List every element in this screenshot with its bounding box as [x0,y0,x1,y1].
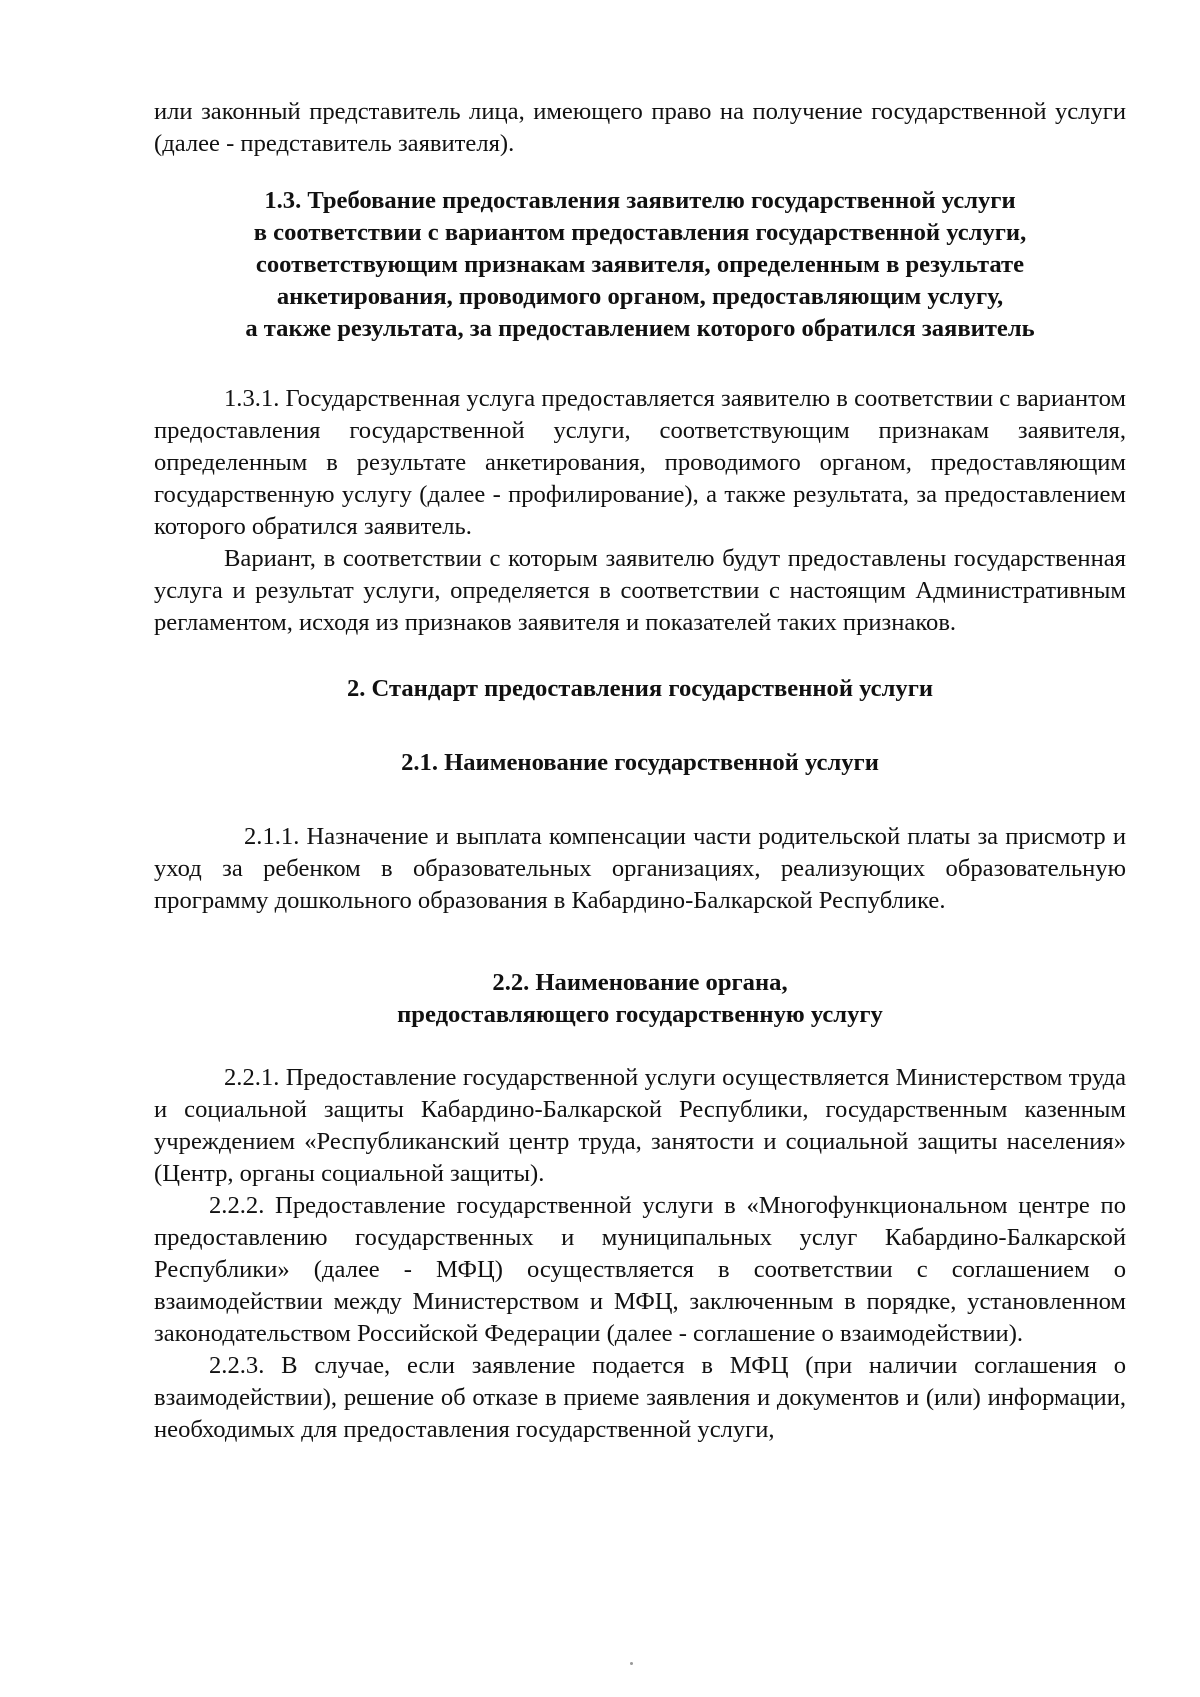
paragraph-variant: Вариант, в соответствии с которым заявителю будут предоставлены государственная услуга и результат услуги, определяется в соответствии с настоящим Административным регламентом, исходя из признаков заявителя и показателей таких признаков. [154,545,1126,636]
section-1-3-title-line: а также результата, за предоставлением которого обратился заявитель [245,315,1035,342]
section-1-3-title-line: 1.3. Требование предоставления заявителю государственной услуги [264,187,1016,214]
intro-paragraph: или законный представитель лица, имеющего право на получение государственной услуги (далее - представитель заявителя). [154,98,1126,157]
section-2-2-title [154,967,1126,1031]
section-2-1-title: 2.1. Наименование государственной услуги [401,749,879,776]
section-2-2-title-line: предоставляющего государственную услугу [397,1001,883,1028]
section-1-3-title [154,185,1126,345]
section-1-3-title-line: соответствующим признакам заявителя, определенным в результате [255,251,1025,278]
paragraph-2-2-2: 2.2.2. Предоставление государственной услуги в «Многофункциональном центре по предоставлению государственных и муниципальных услуг Кабардино-Балкарской Республики» (далее - МФЦ) осуществляется в соответствии с соглашением о взаимодействии между Министерством и МФЦ, заключенным в порядке, установленном законодательством Российской Федерации (далее - соглашение о взаимодействии). [154,1192,1126,1347]
section-1-3-title-line: анкетирования, проводимого органом, предоставляющим услугу, [276,283,1004,310]
document-page [154,96,1126,1446]
paragraph-1-3-1: 1.3.1. Государственная услуга предоставляется заявителю в соответствии с вариантом предоставления государственной услуги, соответствующим признакам заявителя, определенным в результате анкетирования, проводимого органом, предоставляющим государственную услугу (далее - профилирование), а также результата, за предоставлением которого обратился заявитель. [154,385,1126,540]
paragraph-2-2-1: 2.2.1. Предоставление государственной услуги осуществляется Министерством труда и социальной защиты Кабардино-Балкарской Республики, государственным казенным учреждением «Республиканский центр труда, занятости и социальной защиты населения» (Центр, органы социальной защиты). [154,1064,1126,1187]
scan-speck [630,1662,633,1665]
section-2-title: 2. Стандарт предоставления государственной услуги [346,675,934,702]
section-1-3-title-line: в соответствии с вариантом предоставления государственной услуги, [253,219,1027,246]
paragraph-2-2-3: 2.2.3. В случае, если заявление подается в МФЦ (при наличии соглашения о взаимодействии), решение об отказе в приеме заявления и документов и (или) информации, необходимых для предоставления государственной услуги, [154,1352,1126,1443]
section-2-2-title-line: 2.2. Наименование органа, [492,969,788,996]
paragraph-2-1-1: 2.1.1. Назначение и выплата компенсации части родительской платы за присмотр и уход за ребенком в образовательных организациях, реализующих образовательную программу дошкольного образования в Кабардино-Балкарской Республике. [154,823,1126,914]
